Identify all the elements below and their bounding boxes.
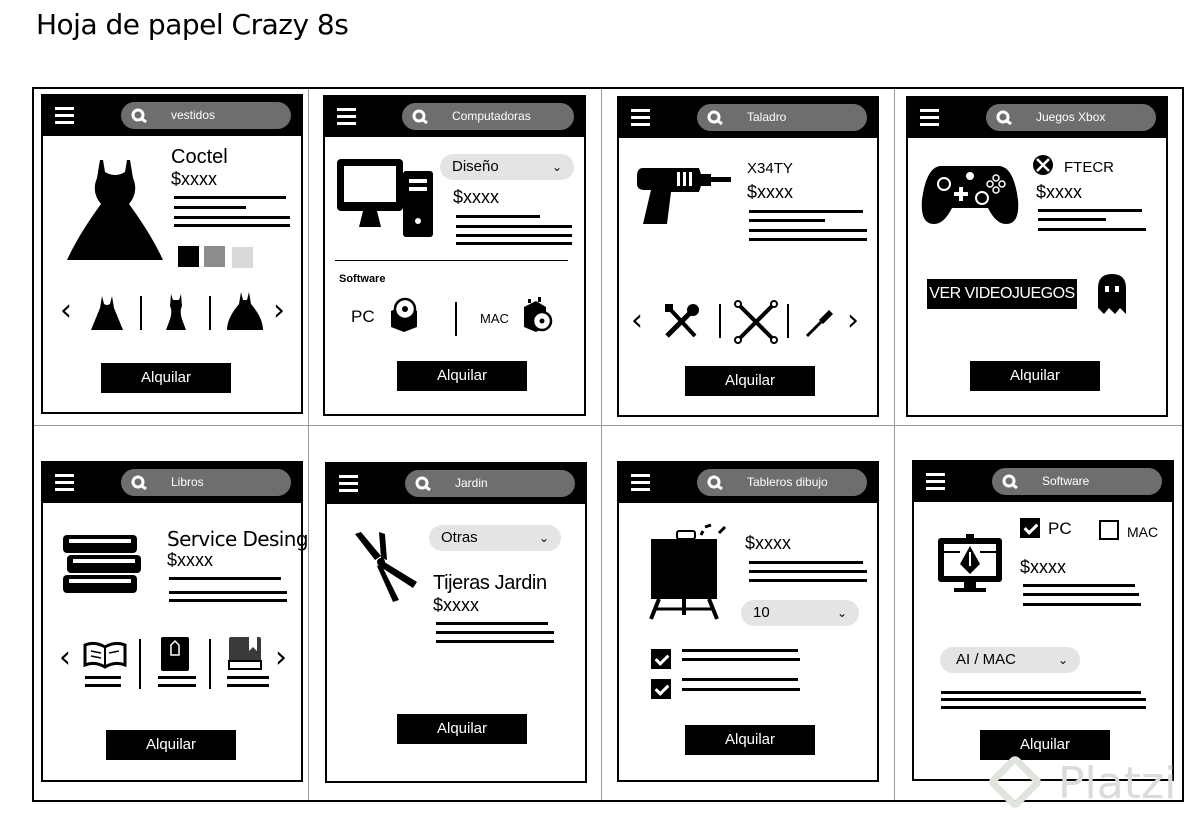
description-line [941,691,1141,694]
search-bar[interactable] [121,469,291,496]
product-brand: FTECR [1064,159,1114,176]
bookmark-book-icon[interactable] [227,635,263,673]
description-line [436,640,554,643]
item-caption-line [158,684,196,687]
dress-thumb-icon-3[interactable] [225,290,265,332]
description-line [941,706,1146,709]
app-bar [908,98,1166,138]
search-bar[interactable] [992,468,1162,495]
carousel-separator [209,639,211,689]
option-line [682,658,800,661]
card-libros [41,461,308,782]
mac-checkbox[interactable] [1099,520,1119,540]
dropdown-value: AI / MAC [956,651,1017,668]
card-jardin [325,462,587,783]
product-price: $xxxx [1020,557,1067,577]
search-icon [707,475,723,490]
search-bar[interactable] [121,102,291,129]
rent-button[interactable]: Alquilar [685,366,815,396]
hamburger-menu-icon[interactable] [337,108,356,125]
rent-button[interactable]: Alquilar [397,361,527,391]
app-bar [43,463,301,503]
search-query: Taladro [747,110,787,124]
search-icon [131,108,147,123]
platform-dropdown[interactable] [940,647,1080,673]
page-title: Hoja de papel Crazy 8s [36,8,349,41]
description-line [169,599,287,602]
description-line [1038,218,1106,221]
search-icon [415,476,431,491]
description-line [1023,593,1139,596]
description-line [456,215,540,218]
color-swatch-black[interactable] [178,246,199,267]
grid-divider [308,89,309,800]
drill-icon [637,162,733,230]
product-price: $xxxx [1036,182,1083,202]
search-query: Software [1042,474,1090,488]
search-icon [707,110,723,125]
grid-divider [894,89,895,800]
search-icon [131,475,147,490]
description-line [749,219,825,222]
pc-checkbox[interactable] [1020,518,1040,538]
carousel-separator [139,639,141,689]
carousel-next-icon[interactable]: › [847,303,859,338]
item-caption-line [85,684,121,687]
rent-button[interactable]: Alquilar [101,363,231,393]
product-price: $xxxx [745,533,792,553]
product-price: $xxxx [167,550,214,570]
card-tableros-dibujo [617,461,879,782]
cd-disk-icon[interactable] [387,297,421,333]
option-line [682,649,798,652]
search-bar[interactable] [402,103,574,130]
app-bar [43,96,301,136]
section-divider [335,260,568,261]
hamburger-menu-icon[interactable] [55,107,74,124]
screwdriver-icon[interactable] [803,306,837,340]
search-bar[interactable] [405,470,575,497]
carousel-prev-icon[interactable]: ‹ [631,303,643,338]
option-checkbox[interactable] [651,649,671,669]
card-taladro [617,96,879,417]
description-line [749,229,867,232]
rent-button[interactable]: Alquilar [970,361,1100,391]
search-query: vestidos [171,108,216,122]
option-line [682,678,798,681]
carousel-separator [719,304,721,338]
search-query: Juegos Xbox [1036,110,1106,124]
app-bar [619,463,877,503]
description-line [1038,228,1146,231]
app-bar [619,98,877,138]
option-label-mac: MAC [1127,524,1159,540]
hamburger-menu-icon[interactable] [631,109,650,126]
quantity-dropdown[interactable] [741,600,859,626]
search-query: Tableros dibujo [747,475,828,489]
search-query: Libros [171,475,204,489]
app-bar [914,462,1172,502]
description-line [174,216,290,219]
software-package-icon[interactable] [520,297,554,333]
dropdown-value: 10 [753,604,770,621]
description-line [749,210,863,213]
carousel-next-icon[interactable]: › [275,640,287,675]
xbox-logo-icon [1032,154,1054,176]
gamepad-icon [920,160,1020,228]
book-icon[interactable] [159,635,191,673]
option-label-mac[interactable]: MAC [480,311,509,326]
chevron-down-icon: ⌄ [1057,653,1068,667]
view-games-button[interactable]: VER VIDEOJUEGOS [927,279,1077,309]
product-name: Coctel [171,146,228,168]
design-software-monitor-icon [936,532,1004,596]
color-swatch-light[interactable] [232,247,253,268]
hamburger-menu-icon[interactable] [920,109,939,126]
easel-icon [645,523,739,621]
carousel-prev-icon[interactable]: ‹ [60,293,72,328]
item-caption-line [227,676,269,679]
books-stack-icon [59,531,145,597]
cross-wrench-icon[interactable] [734,300,778,344]
option-label-pc: PC [1048,519,1072,538]
product-price: $xxxx [433,595,480,615]
dropdown-value: Diseño [452,158,499,175]
rent-button[interactable]: Alquilar [106,730,236,760]
description-line [174,206,246,209]
wrench-screwdriver-icon[interactable] [661,302,701,342]
search-icon [412,109,428,124]
carousel-separator [787,304,789,338]
option-separator [455,302,457,336]
chevron-down-icon: ⌄ [538,531,549,545]
section-title: Software [339,273,386,285]
rent-button[interactable]: Alquilar [397,714,527,744]
description-line [169,577,281,580]
ghost-icon [1096,272,1128,316]
search-icon [996,110,1012,125]
card-juegos-xbox [906,96,1168,417]
product-price: $xxxx [171,169,218,189]
card-vestidos [41,94,303,414]
rent-button[interactable]: Alquilar [685,725,815,755]
search-bar[interactable] [697,104,867,131]
card-software [912,460,1174,781]
carousel-next-icon[interactable]: › [273,293,285,328]
hamburger-menu-icon[interactable] [631,474,650,491]
open-book-icon[interactable] [81,635,129,671]
chevron-down-icon: ⌄ [551,160,562,174]
pruning-shears-icon [351,530,421,604]
product-name: Service Desing [167,527,308,551]
product-model: X34TY [747,160,793,177]
desktop-computer-icon [335,157,435,239]
dress-thumb-icon-2[interactable] [161,292,191,332]
description-line [941,698,1146,701]
crazy8s-sheet [32,87,1184,802]
hamburger-menu-icon[interactable] [55,474,74,491]
search-bar[interactable] [986,104,1156,131]
option-line [682,688,800,691]
carousel-separator [209,296,211,330]
app-bar [325,97,584,137]
product-price: $xxxx [747,182,794,202]
description-line [169,591,287,594]
rent-button[interactable]: Alquilar [980,730,1110,760]
description-line [174,224,290,227]
product-price: $xxxx [453,187,500,207]
carousel-separator [140,296,142,330]
description-line [456,242,572,245]
item-caption-line [158,676,196,679]
category-dropdown[interactable] [429,525,561,551]
description-line [749,579,867,582]
item-caption-line [85,676,121,679]
hamburger-menu-icon[interactable] [926,473,945,490]
item-caption-line [227,684,269,687]
description-line [1023,584,1135,587]
description-line [174,196,286,199]
search-query: Computadoras [452,109,531,123]
option-label-pc[interactable]: PC [351,307,375,326]
search-query: Jardin [455,476,488,490]
dropdown-value: Otras [441,529,478,546]
card-computadoras [323,95,586,416]
product-name: Tijeras Jardin [433,572,547,594]
dress-thumb-icon-1[interactable] [89,294,125,332]
category-dropdown[interactable] [440,154,574,180]
hamburger-menu-icon[interactable] [339,475,358,492]
app-bar [327,464,585,504]
description-line [749,570,867,573]
description-line [456,225,572,228]
description-line [436,622,548,625]
dress-icon [65,156,165,264]
carousel-prev-icon[interactable]: ‹ [59,640,71,675]
description-line [1023,603,1141,606]
chevron-down-icon: ⌄ [836,606,847,620]
description-line [749,238,867,241]
grid-divider [601,89,602,800]
grid-divider [34,425,1182,426]
description-line [749,561,863,564]
search-bar[interactable] [697,469,867,496]
search-icon [1002,474,1018,489]
color-swatch-gray[interactable] [204,246,225,267]
watermark: Platzi [1058,758,1177,809]
description-line [456,234,572,237]
description-line [1038,209,1142,212]
description-line [436,631,554,634]
option-checkbox[interactable] [651,679,671,699]
